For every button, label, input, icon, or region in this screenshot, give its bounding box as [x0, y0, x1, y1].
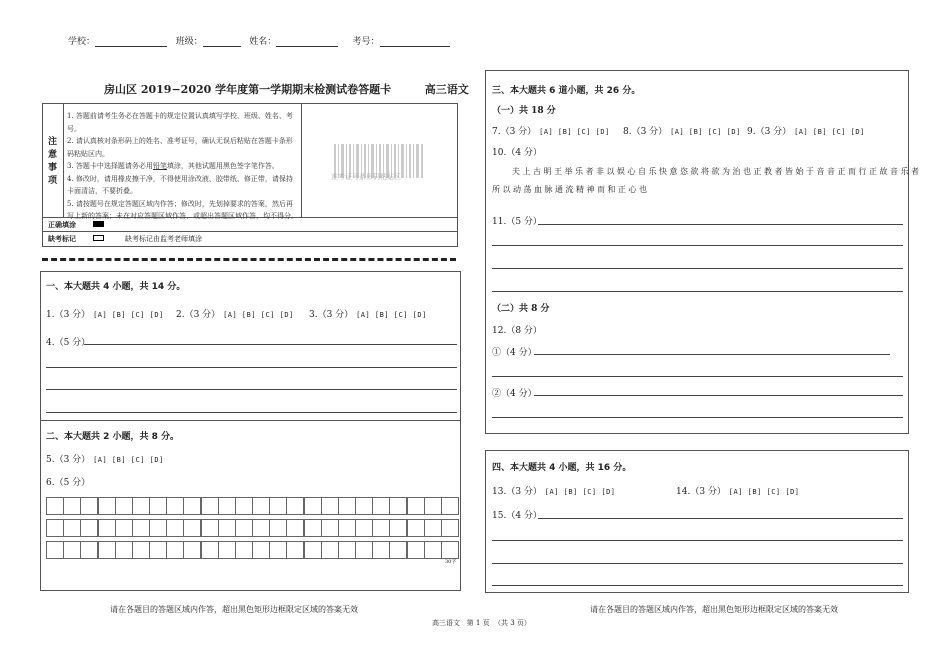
notice-items — [63, 104, 302, 220]
correct-fill-label: 正确填涂 — [48, 221, 76, 229]
absent-note: 缺考标记由监考老师填涂 — [125, 235, 202, 243]
sub-2-title: （二）共 8 分 — [492, 304, 550, 314]
answer-line[interactable] — [46, 412, 457, 413]
q8-label: 8.（3 分） — [623, 127, 668, 137]
notice-label-column — [43, 104, 64, 217]
grid-cell[interactable] — [98, 497, 116, 515]
section-1-title: 一、本大题共 4 小题，共 14 分。 — [46, 282, 186, 292]
grid-cell[interactable] — [149, 541, 167, 559]
answer-line[interactable] — [534, 395, 903, 396]
answer-line[interactable] — [492, 417, 903, 418]
grid-cell[interactable] — [389, 541, 407, 559]
grid-cell[interactable] — [183, 541, 201, 559]
q3-options[interactable]: [A] [B] [C] [D] — [356, 311, 427, 319]
passage-line-2: 所以动荡血脉通流精神而和正心也 — [492, 185, 650, 194]
sub-1-title: （一）共 18 分 — [492, 106, 556, 116]
grid-cell[interactable] — [321, 519, 339, 537]
name-label: 姓名： — [249, 37, 277, 47]
grid-cell[interactable] — [218, 519, 236, 537]
section-2-title: 二、本大题共 2 小题，共 8 分。 — [46, 432, 180, 442]
writing-grid[interactable] — [46, 497, 458, 565]
q1 — [46, 307, 164, 320]
q2-options[interactable]: [A] [B] [C] [D] — [223, 311, 294, 319]
grid-cell[interactable] — [338, 519, 356, 537]
grid-cell[interactable] — [304, 497, 322, 515]
notice-item-3: 3. 答题卡中选择题请务必用铅笔填涂，其他试题用黑色签字笔作答。 — [67, 162, 279, 170]
answer-line[interactable] — [492, 585, 903, 586]
grid-cell[interactable] — [252, 497, 270, 515]
section-3-box — [485, 70, 922, 434]
notice-char: 事 — [48, 163, 58, 173]
notice-label — [48, 136, 57, 188]
q13 — [492, 484, 616, 497]
grid-cell[interactable] — [372, 497, 390, 515]
grid-cell[interactable] — [235, 519, 253, 537]
grid-cell[interactable] — [46, 519, 64, 537]
notice-char: 项 — [48, 176, 58, 186]
q12a-label: ①（4 分） — [492, 348, 537, 358]
filled-mark-icon — [93, 221, 104, 227]
answer-line[interactable] — [46, 389, 457, 390]
grid-cell[interactable] — [183, 497, 201, 515]
q8 — [623, 124, 741, 137]
q3 — [309, 307, 427, 320]
q2 — [176, 307, 294, 320]
answer-line[interactable] — [492, 291, 903, 292]
grid-cell[interactable] — [183, 519, 201, 537]
grid-cell[interactable] — [321, 541, 339, 559]
grid-cell[interactable] — [407, 497, 425, 515]
grid-cell[interactable] — [286, 541, 304, 559]
notice-item-2: 2. 请认真核对条形码上的姓名、准考证号，确认无误后粘贴在答题卡条形码粘贴区内。 — [67, 137, 293, 158]
section-1-box — [40, 271, 461, 421]
class-label: 班级： — [175, 37, 203, 47]
grid-note: 30字 — [445, 559, 457, 565]
name-field[interactable] — [276, 36, 338, 47]
grid-cell[interactable] — [424, 497, 442, 515]
grid-cell[interactable] — [132, 519, 150, 537]
grid-cell[interactable] — [338, 497, 356, 515]
grid-cell[interactable] — [63, 497, 81, 515]
notice-item-4: 4. 修改时，请用橡皮擦干净，不得使用涂改液、胶带纸、修正带，请保持卡面清洁，不要折叠。 — [67, 174, 293, 195]
passage-line-1: 夫上古明王举乐者非以娱心自乐快意恣欲将欲为治也正教者皆始于音音正而行正故音乐者 — [512, 167, 922, 176]
q5 — [46, 452, 164, 465]
section-2-box — [40, 420, 461, 591]
footer-warning-right: 请在各题目的答题区域内作答，超出黑色矩形边框限定区域的答案无效 — [590, 605, 838, 614]
q8-options[interactable]: [A] [B] [C] [D] — [670, 128, 741, 136]
answer-line[interactable] — [492, 540, 903, 541]
grid-cell[interactable] — [304, 541, 322, 559]
grid-cell[interactable] — [166, 541, 184, 559]
footer-warning-left: 请在各题目的答题区域内作答，超出黑色矩形边框限定区域的答案无效 — [110, 605, 358, 614]
q7-label: 7.（3 分） — [492, 127, 537, 137]
school-field[interactable] — [95, 36, 167, 47]
answer-line[interactable] — [538, 224, 903, 225]
grid-cell[interactable] — [286, 497, 304, 515]
grid-cell[interactable] — [98, 541, 116, 559]
q14-label: 14.（3 分） — [676, 487, 726, 497]
q10-label: 10.（4 分） — [492, 148, 542, 158]
grid-cell[interactable] — [355, 519, 373, 537]
grid-cell[interactable] — [441, 497, 459, 515]
grid-cell[interactable] — [63, 519, 81, 537]
grid-cell[interactable] — [80, 497, 98, 515]
grid-cell[interactable] — [441, 519, 459, 537]
grid-cell[interactable] — [63, 541, 81, 559]
grid-cell[interactable] — [201, 497, 219, 515]
q4-label: 4.（5 分） — [46, 338, 91, 348]
q6-label: 6.（5 分） — [46, 478, 91, 488]
grid-cell[interactable] — [407, 541, 425, 559]
grid-cell[interactable] — [132, 497, 150, 515]
grid-cell[interactable] — [115, 541, 133, 559]
q14 — [676, 484, 800, 497]
grid-cell[interactable] — [115, 497, 133, 515]
notice-item-1: 1. 答题前请考生务必在答题卡的规定位置认真填写学校、班级、姓名、考号。 — [67, 112, 293, 133]
cut-line — [42, 258, 456, 261]
grid-cell[interactable] — [338, 541, 356, 559]
grid-cell[interactable] — [46, 541, 64, 559]
absent-mark-label: 缺考标记 — [48, 235, 76, 243]
grid-cell[interactable] — [389, 519, 407, 537]
class-field[interactable] — [203, 36, 241, 47]
grid-cell[interactable] — [424, 519, 442, 537]
notice-box — [42, 103, 458, 218]
q15-label: 15.（4 分） — [492, 511, 542, 521]
grid-cell[interactable] — [218, 497, 236, 515]
absent-checkbox[interactable] — [93, 235, 104, 241]
q7 — [492, 124, 610, 137]
barcode-area[interactable] — [301, 104, 457, 217]
grid-cell[interactable] — [201, 519, 219, 537]
grid-cell[interactable] — [98, 519, 116, 537]
q12b-label: ②（4 分） — [492, 389, 537, 399]
answer-line[interactable] — [84, 344, 457, 345]
grid-cell[interactable] — [218, 541, 236, 559]
barcode-label: 准考证号条形码粘贴区 — [331, 173, 401, 181]
answer-line[interactable] — [492, 376, 903, 377]
q9-label: 9.（3 分） — [747, 127, 792, 137]
grid-cell[interactable] — [132, 541, 150, 559]
grid-cell[interactable] — [252, 519, 270, 537]
grid-cell[interactable] — [372, 541, 390, 559]
q1-label: 1.（3 分） — [46, 310, 91, 320]
grid-cell[interactable] — [115, 519, 133, 537]
grid-cell[interactable] — [355, 541, 373, 559]
q13-label: 13.（3 分） — [492, 487, 542, 497]
q14-options[interactable]: [A] [B] [C] [D] — [728, 488, 800, 496]
grid-cell[interactable] — [166, 519, 184, 537]
grid-cell[interactable] — [235, 541, 253, 559]
section-4-box — [485, 450, 909, 593]
grid-cell[interactable] — [355, 497, 373, 515]
answer-line[interactable] — [46, 367, 457, 368]
q9-options[interactable]: [A] [B] [C] [D] — [794, 128, 865, 136]
grid-cell[interactable] — [321, 497, 339, 515]
answer-line[interactable] — [492, 245, 903, 246]
grid-cell[interactable] — [201, 541, 219, 559]
answer-line[interactable] — [492, 563, 903, 564]
q12-label: 12.（8 分） — [492, 326, 542, 336]
grid-cell[interactable] — [166, 497, 184, 515]
section-3-title: 三、本大题共 6 道小题，共 26 分。 — [492, 86, 641, 96]
answer-line[interactable] — [538, 518, 903, 519]
subject-text: 高三语文 — [424, 83, 469, 96]
absent-mark-row — [42, 232, 458, 247]
grid-cell[interactable] — [286, 519, 304, 537]
grid-cell[interactable] — [269, 497, 287, 515]
section-4-title: 四、本大题共 4 小题，共 16 分。 — [492, 463, 632, 473]
q9 — [747, 124, 865, 137]
page-title — [104, 81, 469, 97]
q3-label: 3.（3 分） — [309, 310, 354, 320]
grid-cell[interactable] — [441, 541, 459, 559]
grid-cell[interactable] — [269, 541, 287, 559]
student-info-header — [68, 34, 450, 47]
q5-options[interactable]: [A] [B] [C] [D] — [93, 456, 164, 464]
exam-no-label: 考号： — [352, 37, 380, 47]
notice-item-5: 5. 请按题号在规定答题区域内作答；修改时，先划掉要求的答案，然后再写上新的答案；未在对应答题区域作答、或超出答题区域作答，均不得分。 — [67, 199, 298, 220]
q5-label: 5.（3 分） — [46, 455, 91, 465]
notice-char: 意 — [48, 150, 58, 160]
grid-cell[interactable] — [424, 541, 442, 559]
grid-cell[interactable] — [304, 519, 322, 537]
grid-cell[interactable] — [149, 497, 167, 515]
q7-options[interactable]: [A] [B] [C] [D] — [539, 128, 610, 136]
answer-line[interactable] — [492, 268, 903, 269]
correct-fill-row — [42, 218, 458, 232]
grid-cell[interactable] — [372, 519, 390, 537]
exam-no-field[interactable] — [380, 36, 450, 47]
school-label: 学校： — [68, 37, 96, 47]
q1-options[interactable]: [A] [B] [C] [D] — [93, 311, 164, 319]
grid-cell[interactable] — [80, 541, 98, 559]
grid-cell[interactable] — [80, 519, 98, 537]
answer-line[interactable] — [534, 354, 890, 355]
grid-cell[interactable] — [235, 497, 253, 515]
grid-cell[interactable] — [46, 497, 64, 515]
grid-cell[interactable] — [252, 541, 270, 559]
page-info: 高三语文 第 1 页 （共 3 页） — [432, 619, 531, 627]
q11-label: 11.（5 分） — [492, 217, 542, 227]
grid-cell[interactable] — [389, 497, 407, 515]
grid-cell[interactable] — [407, 519, 425, 537]
notice-char: 注 — [48, 137, 58, 147]
title-text: 房山区 2019−2020 学年度第一学期期末检测试卷答题卡 — [104, 83, 392, 96]
q13-options[interactable]: [A] [B] [C] [D] — [544, 488, 616, 496]
grid-cell[interactable] — [149, 519, 167, 537]
grid-cell[interactable] — [269, 519, 287, 537]
q2-label: 2.（3 分） — [176, 310, 221, 320]
